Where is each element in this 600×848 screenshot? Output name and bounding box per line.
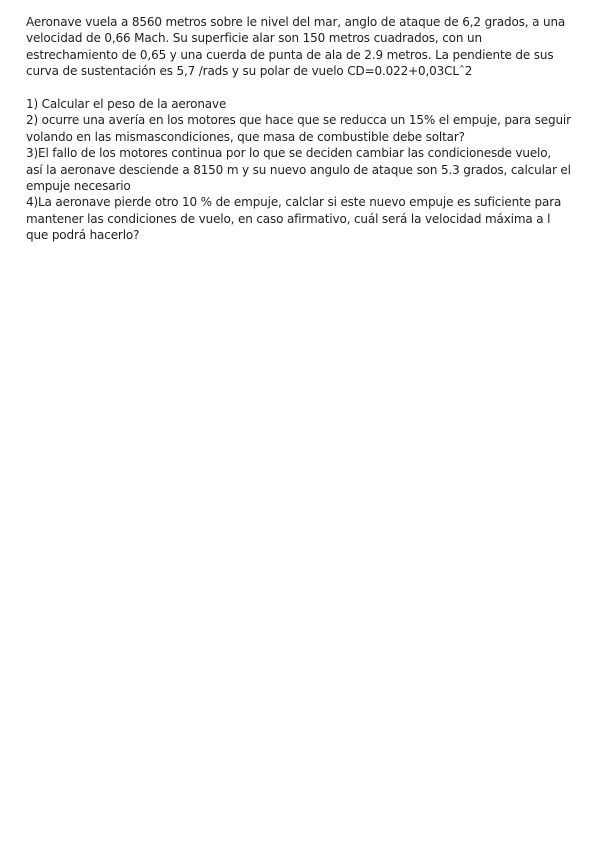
document-page [26,14,574,244]
statement-line: curva de sustentación es 5,7 /rads y su polar de vuelo CD=0.022+0,03CLˆ2 [26,64,473,79]
question-line: 3)El fallo de los motores continua por lo que se deciden cambiar las condicionesde vuelo, [26,146,552,161]
question-line: que podrá hacerlo? [26,228,140,243]
question-line: así la aeronave desciende a 8150 m y su nuevo angulo de ataque son 5.3 grados, calcular el [26,162,571,177]
question-line: empuje necesario [26,179,131,194]
question-line: mantener las condiciones de vuelo, en caso afirmativo, cuál será la velocidad máxima a l [26,211,551,226]
question-list [26,96,574,244]
question-line: volando en las mismascondiciones, que masa de combustible debe soltar? [26,129,465,144]
statement-line: Aeronave vuela a 8560 metros sobre le nivel del mar, anglo de ataque de 6,2 grados, a una [26,15,566,29]
paragraph-gap [26,80,574,96]
question-line: 1) Calcular el peso de la aeronave [26,97,227,112]
problem-statement [26,14,574,80]
statement-line: estrechamiento de 0,65 y una cuerda de punta de ala de 2.9 metros. La pendiente de sus [26,47,554,62]
statement-line: velocidad de 0,66 Mach. Su superficie alar son 150 metros cuadrados, con un [26,31,482,46]
question-line: 2) ocurre una avería en los motores que hace que se reducca un 15% el empuje, para seguir [26,113,571,128]
question-line: 4)La aeronave pierde otro 10 % de empuje, calclar si este nuevo empuje es suficiente para [26,195,562,210]
